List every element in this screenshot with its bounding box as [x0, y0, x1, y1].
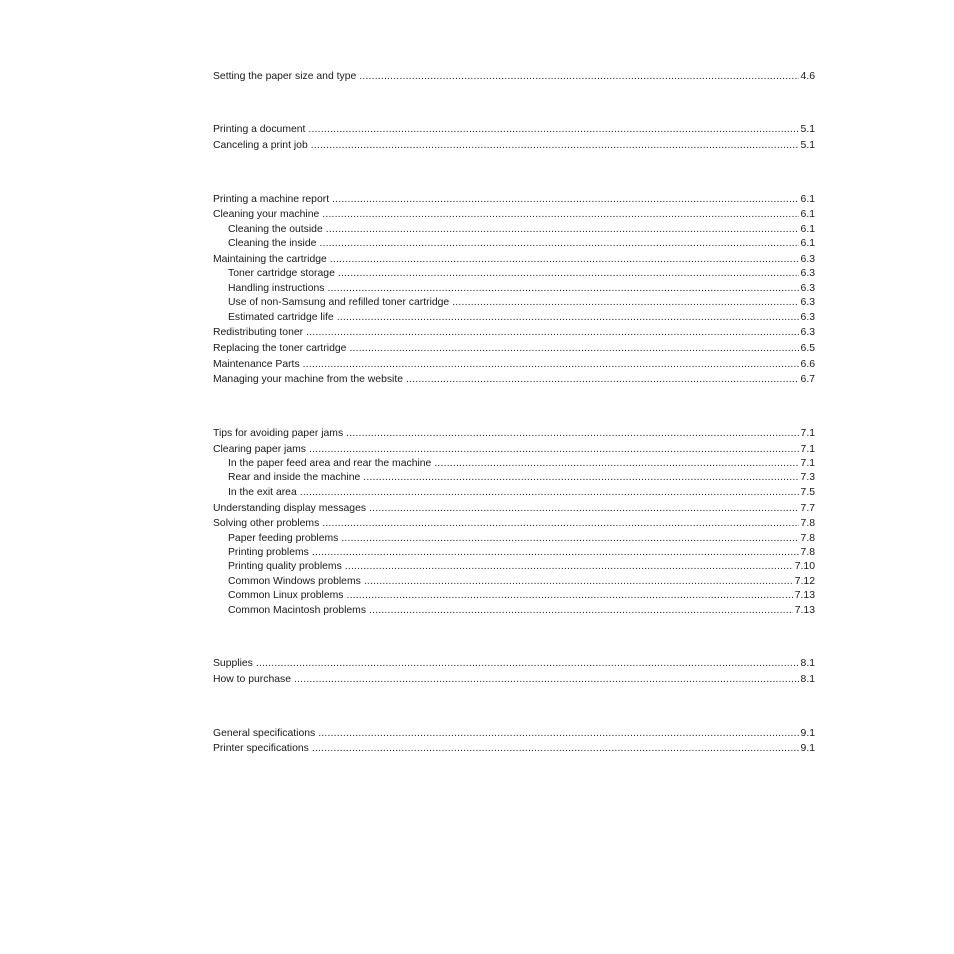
toc-entry-page-number: 6.3	[800, 327, 815, 338]
dot-leader	[318, 727, 798, 741]
toc-entry-page-number: 7.5	[800, 487, 815, 498]
dot-leader	[312, 546, 799, 560]
toc-entry[interactable]	[228, 532, 815, 546]
dot-leader	[363, 471, 798, 485]
toc-entry-title: Common Linux problems	[228, 590, 344, 601]
toc-entry-page-number: 7.13	[794, 605, 815, 616]
toc-entry-title: Handling instructions	[228, 283, 325, 294]
toc-entry-title: Rear and inside the machine	[228, 472, 361, 483]
dot-leader	[322, 208, 798, 222]
dot-leader	[311, 139, 799, 153]
toc-entry-page-number: 4.6	[800, 71, 815, 82]
toc-entry[interactable]	[213, 70, 815, 84]
toc-entry-title: Canceling a print job	[213, 140, 308, 151]
toc-entry[interactable]	[213, 727, 815, 741]
toc-entry-title: Printing a machine report	[213, 194, 330, 205]
toc-entry-page-number: 9.1	[800, 743, 815, 754]
toc-entry[interactable]	[228, 457, 815, 471]
toc-entry-title: How to purchase	[213, 674, 291, 685]
dot-leader	[369, 604, 793, 618]
toc-entry[interactable]	[228, 546, 815, 560]
dot-leader	[337, 311, 799, 325]
dot-leader	[452, 296, 798, 310]
toc-entry[interactable]	[213, 673, 815, 687]
toc-entry[interactable]	[228, 604, 815, 618]
toc-entry-title: Managing your machine from the website	[213, 374, 404, 385]
dot-leader	[322, 517, 798, 531]
toc-entry-title: Replacing the toner cartridge	[213, 343, 347, 354]
toc-entry-title: Maintenance Parts	[213, 359, 300, 370]
toc-entry-page-number: 8.1	[800, 658, 815, 669]
dot-leader	[341, 532, 798, 546]
toc-entry-title: In the paper feed area and rear the machine	[228, 458, 432, 469]
toc-entry-page-number: 7.1	[800, 428, 815, 439]
toc-entry-page-number: 7.13	[794, 590, 815, 601]
dot-leader	[326, 223, 799, 237]
dot-leader	[332, 193, 798, 207]
toc-entry-page-number: 7.3	[800, 472, 815, 483]
toc-entry-title: Use of non-Samsung and refilled toner cartridge	[228, 297, 450, 308]
dot-leader	[345, 560, 793, 574]
toc-entry-page-number: 6.3	[800, 283, 815, 294]
toc-entry-title: Understanding display messages	[213, 503, 367, 514]
toc-entry-title: Common Macintosh problems	[228, 605, 367, 616]
toc-entry-title: Printing a document	[213, 124, 306, 135]
dot-leader	[338, 267, 799, 281]
toc-entry-page-number: 5.1	[800, 124, 815, 135]
toc-entry-title: Toner cartridge storage	[228, 268, 335, 279]
dot-leader	[294, 673, 799, 687]
dot-leader	[306, 326, 798, 340]
toc-entry-title: Cleaning the inside	[228, 238, 317, 249]
toc-entry[interactable]	[213, 123, 815, 137]
dot-leader	[319, 237, 798, 251]
toc-entry-title: Paper feeding problems	[228, 533, 339, 544]
dot-leader	[312, 742, 799, 756]
toc-entry[interactable]	[213, 443, 815, 457]
toc-entry[interactable]	[213, 373, 815, 387]
toc-entry-page-number: 7.10	[794, 561, 815, 572]
toc-entry-page-number: 6.1	[800, 194, 815, 205]
toc-entry[interactable]	[228, 560, 815, 574]
toc-entry[interactable]	[228, 471, 815, 485]
toc-entry[interactable]	[213, 517, 815, 531]
toc-entry-title: General specifications	[213, 728, 316, 739]
dot-leader	[406, 373, 799, 387]
toc-entry-page-number: 6.7	[800, 374, 815, 385]
toc-entry-title: Solving other problems	[213, 518, 320, 529]
toc-entry[interactable]	[228, 296, 815, 310]
toc-entry-page-number: 6.1	[800, 224, 815, 235]
dot-leader	[309, 443, 799, 457]
dot-leader	[330, 253, 799, 267]
toc-entry[interactable]	[228, 282, 815, 296]
toc-entry-page-number: 7.7	[800, 503, 815, 514]
dot-leader	[369, 502, 798, 516]
toc-entry[interactable]	[213, 326, 815, 340]
toc-entry-title: Estimated cartridge life	[228, 312, 334, 323]
toc-entry-page-number: 6.1	[800, 238, 815, 249]
toc-entry-title: Printing problems	[228, 547, 309, 558]
toc-entry-title: In the exit area	[228, 487, 297, 498]
toc-entry-title: Printer specifications	[213, 743, 309, 754]
dot-leader	[359, 70, 798, 84]
toc-entry-page-number: 7.8	[800, 547, 815, 558]
toc-entry[interactable]	[213, 139, 815, 153]
toc-entry[interactable]	[213, 502, 815, 516]
toc-entry[interactable]	[213, 358, 815, 372]
toc-entry-page-number: 6.1	[800, 209, 815, 220]
toc-entry[interactable]	[213, 253, 815, 267]
dot-leader	[434, 457, 798, 471]
toc-entry-title: Maintaining the cartridge	[213, 254, 327, 265]
toc-entry[interactable]	[228, 223, 815, 237]
dot-leader	[347, 589, 793, 603]
toc-entry-page-number: 7.1	[800, 444, 815, 455]
toc-entry[interactable]	[228, 311, 815, 325]
toc-entry-title: Cleaning the outside	[228, 224, 323, 235]
toc-entry[interactable]	[228, 589, 815, 603]
toc-entry[interactable]	[213, 208, 815, 222]
toc-entry-title: Printing quality problems	[228, 561, 342, 572]
toc-entry-title: Redistributing toner	[213, 327, 304, 338]
toc-entry-page-number: 8.1	[800, 674, 815, 685]
toc-entry[interactable]	[213, 657, 815, 671]
toc-entry-page-number: 7.12	[794, 576, 815, 587]
toc-entry[interactable]	[213, 742, 815, 756]
toc-entry-title: Clearing paper jams	[213, 444, 306, 455]
dot-leader	[346, 427, 798, 441]
toc-entry-title: Setting the paper size and type	[213, 71, 357, 82]
toc-entry-page-number: 6.3	[800, 268, 815, 279]
toc-entry-page-number: 6.3	[800, 312, 815, 323]
toc-entry[interactable]	[228, 575, 815, 589]
toc-entry-page-number: 7.8	[800, 518, 815, 529]
toc-entry-page-number: 6.5	[800, 343, 815, 354]
toc-entry[interactable]	[228, 486, 815, 500]
dot-leader	[327, 282, 798, 296]
toc-entry-title: Common Windows problems	[228, 576, 361, 587]
toc-entry[interactable]	[213, 342, 815, 356]
dot-leader	[300, 486, 799, 500]
toc-entry-page-number: 6.6	[800, 359, 815, 370]
dot-leader	[364, 575, 793, 589]
toc-entry-page-number: 6.3	[800, 297, 815, 308]
toc-entry-page-number: 7.8	[800, 533, 815, 544]
dot-leader	[303, 358, 799, 372]
dot-leader	[349, 342, 798, 356]
toc-entry[interactable]	[228, 267, 815, 281]
toc-entry[interactable]	[213, 193, 815, 207]
toc-entry-page-number: 9.1	[800, 728, 815, 739]
toc-entry[interactable]	[228, 237, 815, 251]
toc-entry[interactable]	[213, 427, 815, 441]
toc-entry-page-number: 5.1	[800, 140, 815, 151]
toc-entry-page-number: 7.1	[800, 458, 815, 469]
toc-entry-page-number: 6.3	[800, 254, 815, 265]
dot-leader	[308, 123, 798, 137]
toc-entry-title: Tips for avoiding paper jams	[213, 428, 344, 439]
toc-entry-title: Cleaning your machine	[213, 209, 320, 220]
dot-leader	[256, 657, 799, 671]
toc-entry-title: Supplies	[213, 658, 253, 669]
